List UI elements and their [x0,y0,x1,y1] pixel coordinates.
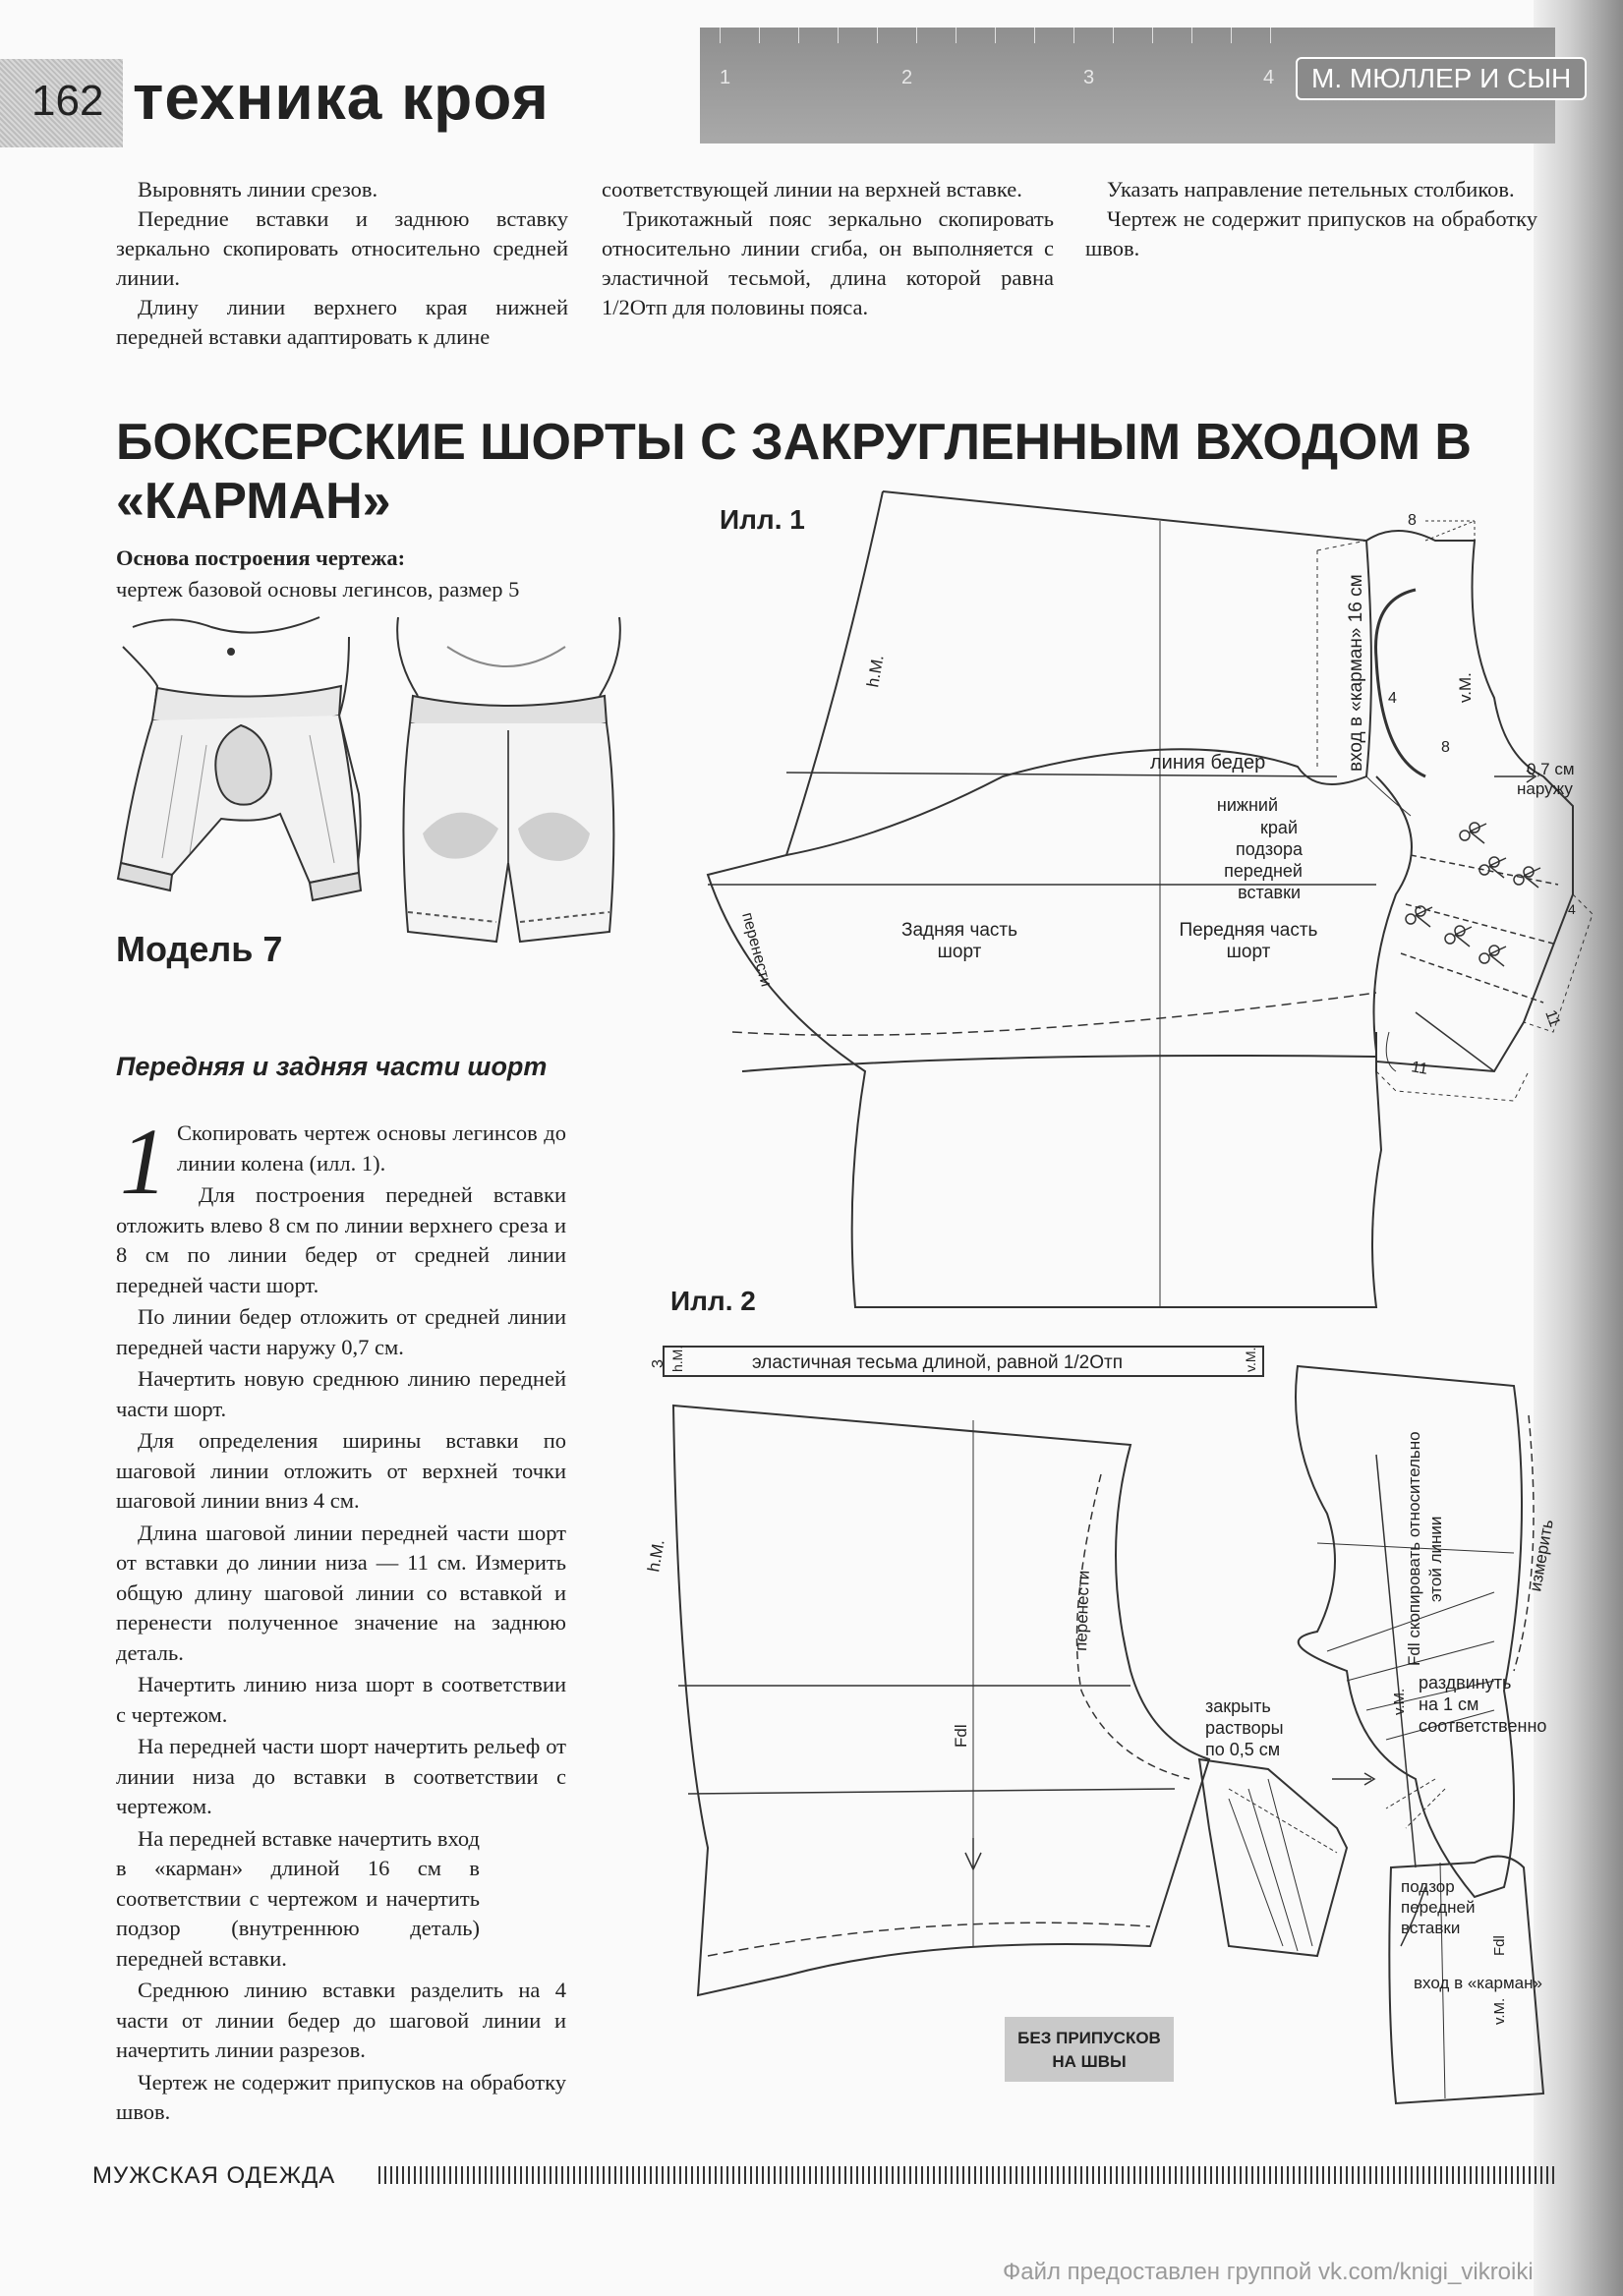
paragraph: Трикотажный пояс зеркально скопировать относительно линии сгиба, он выполняется с эластичной тесьмой, длина которой равна 1/2Отп для половины пояса. [602,206,1054,319]
ill1-outward-2: наружу [1517,779,1573,798]
ill1-dim: 4 [1388,690,1397,707]
ill2-facing-vm: v.M. [1491,1997,1508,2025]
instruction-paragraph: По линии бедер отложить от средней линии передней части наружу 0,7 см. [116,1304,566,1359]
ill2-facing: передней [1401,1898,1476,1917]
step-dropcap: 1 [120,1109,167,1214]
paragraph: Передние вставки и заднюю вставку зеркально скопировать относительно средней линии. [116,206,568,290]
ill2-close: растворы [1205,1718,1284,1738]
paragraph: соответствующей линии на верхней вставке. [602,177,1022,201]
ill2-close: закрыть [1205,1696,1271,1716]
ill2-facing: подзор [1401,1877,1455,1896]
instruction-paragraph: Начертить линию низа шорт в соответствии с чертежом. [116,1672,566,1727]
ill2-band-hm: h.M. [669,1345,685,1372]
ill1-front-label: шорт [1226,942,1271,962]
ill1-lower-edge: вставки [1238,883,1301,902]
instruction-paragraph: Чертеж не содержит припусков на обработку швов. [116,2069,566,2124]
ill2-hm: h.M. [644,1537,668,1574]
credit-line: Файл предоставлен группой vk.com/knigi_vikroiki [1003,2259,1534,2285]
ill2-measure: измерить [1526,1518,1557,1593]
instruction-paragraph: Длина шаговой линии передней части шорт от вставки до линии низа — 11 см. Измерить общую длину шаговой линии со вставкой и перенести полученное значение на заднюю деталь. [116,1520,566,1665]
ill2-band-text: эластичная тесьма длиной, равной 1/2Отп [752,1352,1124,1373]
ill1-outward: 0,7 см [1527,760,1575,778]
scissors-icon [1406,823,1540,966]
ill1-vm: v.M. [1456,672,1475,703]
ill2-mirror: этой линии [1426,1516,1445,1602]
ill2-facing: вставки [1401,1919,1461,1937]
ill2-close: по 0,5 см [1205,1740,1281,1759]
paragraph: Чертеж не содержит припусков на обработку швов. [1085,206,1537,260]
instruction-paragraph: Для построения передней вставки отложить влево 8 см по линии верхнего среза и 8 см по линии бедер от средней линии передней части шорт. [116,1182,566,1297]
ill2-vm: v.M. [1391,1688,1408,1715]
page-number-badge [0,59,123,147]
text-column-3 [1085,175,1537,263]
basis-label: Основа построения чертежа: [116,545,406,570]
ill1-lower-edge: передней [1224,861,1303,881]
ill2-spread: на 1 см [1419,1694,1479,1714]
no-seam-allowance-stamp [1005,2017,1174,2082]
ill1-dim: 11 [1541,1007,1563,1029]
stamp-line: БЕЗ ПРИПУСКОВ [1017,2029,1161,2047]
ill2-spread: соответственно [1419,1716,1547,1736]
ill1-dim: 8 [1408,512,1417,529]
ill1-hip-line: линия бедер [1150,752,1266,774]
ill1-insert [1366,531,1573,1071]
ruler-number: 2 [901,67,913,88]
ill1-lower-edge: край [1260,818,1298,837]
ruler-number: 1 [720,67,731,88]
ill2-pattern [639,1317,1557,2123]
paragraph: Указать направление петельных столбиков. [1107,177,1515,201]
ill2-band-3: 3 [650,1359,667,1368]
ill2-band-vm: v.M. [1243,1347,1258,1372]
instructions [116,1109,566,2130]
section-heading: Передняя и задняя части шорт [116,1052,548,1081]
ill1-transfer: перенести [738,910,775,989]
page-number: 162 [31,77,104,125]
ruler-number: 3 [1083,67,1095,88]
ill1-pattern [688,482,1576,1327]
front-view-figure [118,617,361,900]
ill1-dim: 4 [1568,901,1576,917]
ill2-insert-piece [1199,1759,1347,1956]
ill1-hm: h.M. [863,653,888,689]
ill1-back-label: Задняя часть [900,920,1018,941]
ruler-number: 4 [1263,67,1275,88]
instruction-paragraph: На передней вставке начертить вход в «карман» длиной 16 см в соответствии с чертежом и начертить подзор (внутреннюю деталь) передней вставки. [116,1825,480,1971]
brand-label: М. МЮЛЛЕР И СЫН [1296,57,1587,100]
text-column-1 [116,175,568,352]
ill2-spread: раздвинуть [1419,1673,1512,1693]
drafting-basis [116,543,519,605]
ill2-back-piece [673,1406,1209,1995]
ill1-lower-edge: подзора [1236,839,1303,859]
paragraph: Длину линии верхнего края нижней передней вставки адаптировать к длине [116,295,568,349]
instruction-paragraph: Для определения ширины вставки по шаговой линии отложить от верхней точки шаговой линии вниз 4 см. [116,1428,566,1513]
instruction-paragraph: На передней части шорт начертить рельеф от линии низа до вставки в соответствии с чертежом. [116,1734,566,1818]
ill2-facing-pocket: вход в «карман» [1414,1974,1542,1992]
footer-label: МУЖСКАЯ ОДЕЖДА [92,2162,336,2189]
ill1-back-label: шорт [937,942,982,962]
instruction-paragraph: Начертить новую среднюю линию передней части шорт. [116,1366,566,1421]
paragraph: Выровнять линии срезов. [138,177,378,201]
basis-text: чертеж базовой основы легинсов, размер 5 [116,577,520,602]
model-label: Модель 7 [116,929,283,969]
instruction-paragraph: Среднюю линию вставки разделить на 4 части от линии бедер до шаговой линии и начертить линии разрезов. [116,1978,566,2062]
ill1-dim: 8 [1441,739,1450,756]
ill1-label: Илл. 1 [720,504,805,535]
ill2-transfer: перенести [1072,1570,1093,1652]
stamp-line: НА ШВЫ [1052,2052,1127,2071]
article-title: БОКСЕРСКИЕ ШОРТЫ С ЗАКРУГЛЕННЫМ ВХОДОМ В «КАРМАН» [116,414,1472,530]
ill1-pocket: вход в «карман» 16 см [1346,574,1366,772]
ill2-label: Илл. 2 [670,1286,756,1316]
model-sketch [113,617,634,971]
ill2-facing-fdl: Fdl [1491,1935,1508,1956]
ill2-mirror: Fdl скопировать относительно [1405,1431,1423,1666]
text-column-2 [602,175,1054,322]
ill1-dim: 11 [1410,1059,1429,1078]
footer-bar-pattern [378,2166,1558,2184]
instruction-first: Скопировать чертеж основы легинсов до линии колена (илл. 1). [177,1120,566,1176]
back-view-figure [397,617,620,942]
ill1-front-label: Передняя часть [1179,920,1318,941]
ill2-fdl: Fdl [952,1724,970,1748]
ill1-lower-edge: нижний [1216,795,1278,815]
section-title: техника кроя [133,62,550,133]
